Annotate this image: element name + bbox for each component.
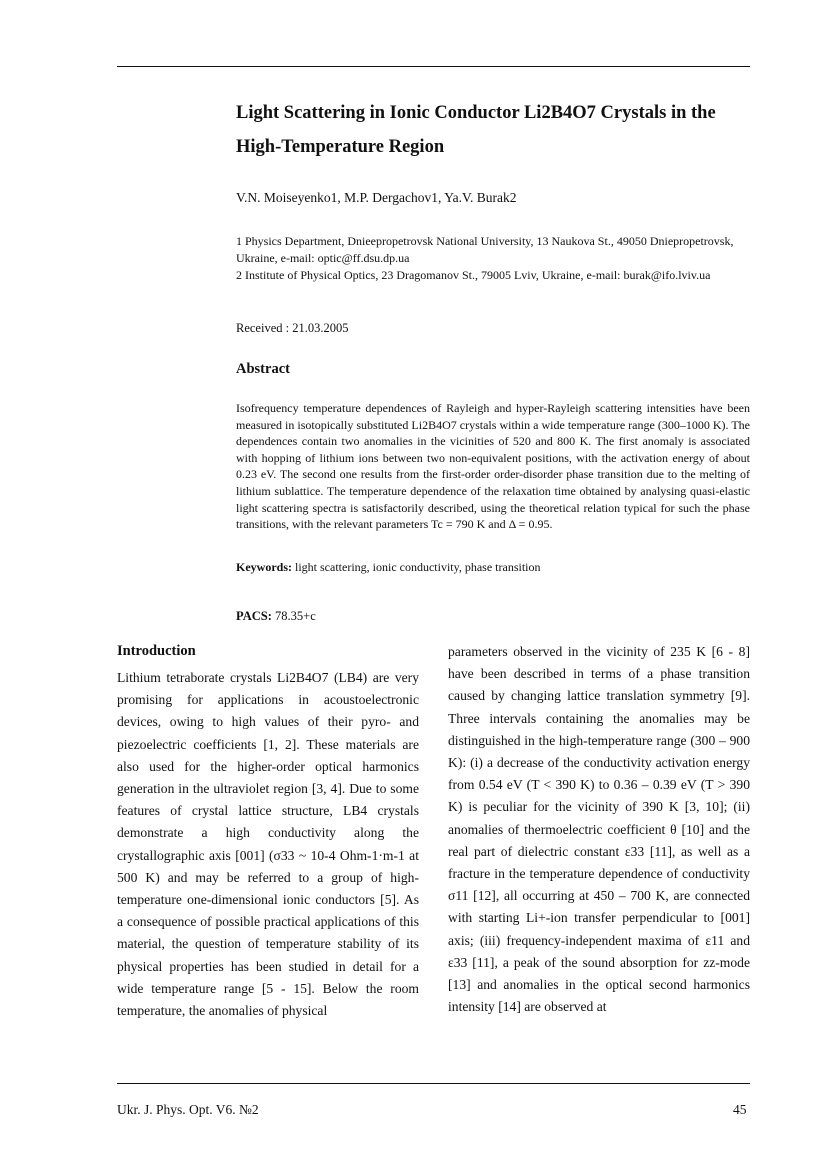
affiliations [236, 233, 750, 284]
keywords-label: Keywords: [236, 560, 292, 574]
pacs-label: PACS: [236, 609, 272, 623]
keywords [236, 560, 541, 575]
authors: V.N. Moiseyenko1, M.P. Dergachov1, Ya.V. Burak2 [236, 190, 517, 205]
paper-title: Light Scattering in Ionic Conductor Li2B4O7 Crystals in the High-Temperature Region [236, 103, 716, 157]
introduction-left-column: Lithium tetraborate crystals Li2B4O7 (LB4) are very promising for applications in acoustoelectronic devices, owing to high values of their pyro- and piezoelectric coefficients [1, 2]. These materials are also used for the higher-order optical harmonics generation in the ultraviolet region [3, 4]. Due to some features of crystal lattice structure, LB4 crystals demonstrate a high conductivity along the crystallographic axis [001] (σ33 ~ 10-4 Ohm-1·m-1 at 500 K) and may be referred to a group of high-temperature one-dimensional ionic conductors [5]. As a consequence of possible practical applications of this material, the question of temperature stability of its physical properties has been studied in detail for a wide temperature range [5 - 15]. Below the room temperature, the anomalies of physical [117, 670, 419, 1019]
pacs-code: 78.35+c [275, 609, 316, 623]
affiliation-2: 2 Institute of Physical Optics, 23 Dragomanov St., 79005 Lviv, Ukraine, e-mail: burak@ifo.lviv.ua [236, 268, 711, 282]
introduction-right-column: parameters observed in the vicinity of 235 K [6 - 8] have been described in terms of a phase transition caused by changing lattice translation symmetry [9]. Three intervals containing the anomalies may be distinguished in the high-temperature range (300 – 900 K): (i) a decrease of the conductivity activation energy from 0.54 eV (T < 390 K) to 0.36 – 0.39 eV (T > 390 K) is peculiar for the vicinity of 390 K [3, 10]; (ii) anomalies of thermoelectric coefficient θ [10] and the real part of dielectric constant ε33 [11], as well as a fracture in the temperature dependence of conductivity σ11 [12], all occurring at 450 – 700 K, are connected with starting Li+-ion transfer perpendicular to [001] axis; (iii) frequency-independent maxima of ε11 and ε33 [11], a peak of the sound absorption for zz-mode [13] and anomalies in the optical second harmonics intensity [14] are observed at [448, 644, 750, 1015]
abstract-text: Isofrequency temperature dependences of Rayleigh and hyper-Rayleigh scattering intensities have been measured in isotopically substituted Li2B4O7 crystals within a wide temperature range (300–1000 K). The dependences contain two anomalies in the vicinities of 520 and 800 K. The first anomaly is associated with hopping of lithium ions between two non-equivalent positions, with the activation energy of about 0.23 eV. The second one results from the first-order order-disorder phase transition due to the melting of lithium sublattice. The temperature dependence of the relaxation time obtained by analysing quasi-elastic light scattering spectra is satisfactorily described, using the theoretical relation typical for such the phase transitions, with the relevant parameters Tc = 790 K and Δ = 0.95. [236, 401, 750, 532]
keywords-text: light scattering, ionic conductivity, phase transition [295, 560, 541, 574]
received-date: Received : 21.03.2005 [236, 321, 349, 335]
footer-rule [117, 1083, 750, 1084]
introduction-heading: Introduction [117, 643, 196, 659]
pacs [236, 609, 316, 624]
affiliation-1: 1 Physics Department, Dnieepropetrovsk National University, 13 Naukova St., 49050 Dniepropetrovsk, Ukraine, e-mail: optic@ff.dsu.dp.ua [236, 234, 734, 265]
page-number: 45 [733, 1102, 747, 1117]
header-rule [117, 66, 750, 67]
journal-reference: Ukr. J. Phys. Opt. V6. №2 [117, 1102, 259, 1117]
abstract-heading: Abstract [236, 361, 290, 377]
